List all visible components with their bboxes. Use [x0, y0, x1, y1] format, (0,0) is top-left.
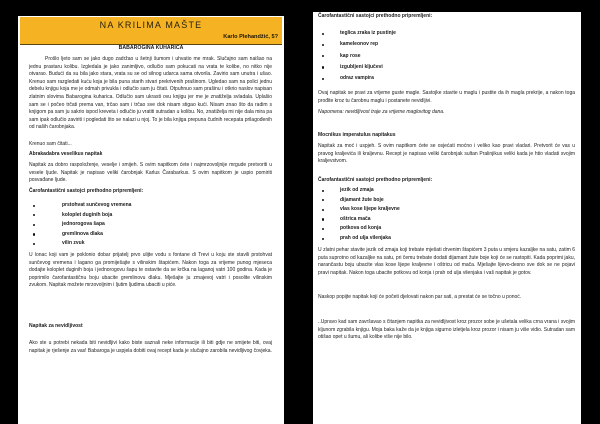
- recipe-1-ingredients-heading: Čarofantastični sastojci prethodno pripremljeni:: [29, 188, 144, 194]
- ingredient-label: izgubljeni ključevi: [340, 63, 383, 70]
- ingredient-label: odraz vampira: [340, 75, 374, 82]
- magazine-title: NA KRILIMA MAŠTE: [99, 20, 203, 30]
- ingredient-item: [318, 196, 575, 206]
- recipe-1-title: Abrakadabra veselikus napitak: [29, 151, 103, 157]
- bullet-icon: [322, 66, 324, 68]
- recipe-2-description: Ako ste u potrebi nekada biti nevidljivi kako biste saznali neke informacije ili biti gdje ne smijete biti, ovaj napitak je rješenje za vas! Babaroga je uspjela dobiti ovaj recept kada je slučajno zarobila nevidljivog čovjeka.: [29, 340, 272, 354]
- ingredient-label: jezik od zmaja: [340, 187, 374, 193]
- ingredient-label: prstohvat sunčevog vremena: [62, 202, 132, 208]
- bullet-icon: [322, 218, 324, 220]
- ingredient-label: dijamant žute boje: [340, 196, 384, 203]
- ingredient-label: kap rose: [340, 52, 361, 59]
- bullet-icon: [322, 209, 324, 211]
- ingredient-item: [29, 239, 272, 249]
- ingredient-item: [318, 62, 575, 73]
- recipe-3-ingredients-heading: Čarofantastični sastojci prethodno pripremljeni:: [318, 177, 433, 183]
- ingredient-item: [318, 215, 575, 225]
- ingredient-item: [318, 73, 575, 84]
- ingredient-item: [29, 211, 272, 221]
- bullet-icon: [33, 205, 35, 207]
- magazine-header-band: [20, 17, 282, 45]
- ingredient-label: prah od ulja vilenjaka: [340, 234, 391, 241]
- bullet-icon: [322, 33, 324, 35]
- ingredient-item: [318, 28, 575, 39]
- ingredient-item: [318, 39, 575, 50]
- bullet-icon: [33, 214, 35, 216]
- recipe-2-ingredients-heading: Čarofantastični sastojci prethodno pripremljeni:: [318, 13, 433, 19]
- ingredient-label: koloplet duginih boja: [62, 211, 113, 218]
- story-intro-ending: Krenuo sam čitati...: [29, 141, 72, 147]
- recipe-2-instructions: Ovaj napitak se pravi za vrijeme guste magle. Sastojke stavite u maglu i pustite da ih magla prekrije, a nakon toga prođite kroz tu čarobnu maglu i postanete nevidljivi.: [318, 90, 575, 104]
- ingredient-item: [318, 234, 575, 244]
- ingredient-label: vlas kose lijepe kraljevne: [340, 206, 400, 213]
- ingredient-item: [29, 220, 272, 230]
- recipe-1-description: Napitak za dobro raspoloženje, veselje i smijeh. S ovim napitkom ćete i najmrzovoljnije mrgude pretvoriti u vesele ljude. Napitak je napisao veliki čarobnjak Karlus Čarabarkus. S ovim napitkom je uspio pomiriti posvađane ljude.: [29, 162, 272, 184]
- bullet-icon: [322, 199, 324, 201]
- bullet-icon: [322, 78, 324, 80]
- right-page[interactable]: [313, 12, 581, 424]
- recipe-3-title: Mocnikus imperatulus napitakus: [318, 132, 396, 138]
- bullet-icon: [33, 243, 35, 245]
- ingredient-label: potkova od konja: [340, 225, 382, 232]
- recipe-2-ingredients-list: [318, 28, 575, 84]
- ingredient-label: kameleonov rep: [340, 41, 379, 48]
- ingredient-item: [318, 224, 575, 234]
- recipe-1-instructions: U lonac koji vam je poklonio dobar prijatelj prvo ulijte vodu s fontane di Trevi u koju ste stavili prstohvat sunčevog vremena i lagano ga promiješajte s vilinskim štapićem. Nakon toga za vrijeme punog mjeseca dodajte koloplet duginih boja i jednorogovu šapu te ostavite da se krčka na laganoj vatri 100 godina. Kada je poprimilo čarofantastičnu boju ubacite gremlinovu dlaku. Mješajte ju zmajevoj vatri i posolite vilinskim zvukom. Napitak možete mrzovoljnim i ljutim ljudima ubaciti u piće.: [29, 252, 272, 289]
- bullet-icon: [322, 190, 324, 192]
- bullet-icon: [33, 224, 35, 226]
- ingredient-item: [318, 205, 575, 215]
- recipe-3-ingredients-list: [318, 186, 575, 244]
- ingredient-item: [318, 186, 575, 196]
- recipe-3-instructions: U zlatni pehar stavite jezik od zmaja koji trebate mješati drvenim štapićem 3 puta u smjeru kazaljke na satu, zatim 6 puta suprotno od kazaljke na satu, pri čemu trebate dodati dijamant žute boje koji će se rastopiti. Kada poprimi jaku, narančastu boju ubacite vlas kose lijepe kraljevne i oštricu od mača. Mješajte lijevo-desno sve dok se ne pojavi pravi napitak. Nakon toga ubacite potkovu od konja i prah od ulja vilenjaka i vaš napitak je gotov.: [318, 247, 575, 276]
- ingredient-label: oštrica mača: [340, 215, 371, 222]
- left-page[interactable]: [18, 16, 284, 424]
- story-intro-paragraph: Prošlo ljeto sam se jako dugo zadržao u šetnji šumom i uhvatio me mrak. Slučajno sam naišao na jednu prastaru kolibu. Izgledala je jako zanimljivo, odlučio sam pokucati na vrata te kolibe, no nitko nije otvarao. Budući da su bila jako stara, vrata su se od silnog udarca sama otvorila. Zavirio sam unutra i ušao. Krenuo sam razgledati kuću koja je bila puna starih stvari prekrivenih prašinom. Ugledao sam na polici jednu debelu knjigu koja me je odmah privukla i odlučio sam ju čitati. Otpuhnuo sam prašinu i otkrio naslov napisan zlatnim slovima Babarogina kuharica. Odlučio sam ukrasti ovu knjigu jer me je znatiželja svladala. Uplašio sam se i počeo trčati prema van, trčao sam i trčao sve dok nisam stigao kući. Nisam znao što da radim s knjigom pa sam ju sakrio ispod kreveta i odlučio ju vratiti sutradan u kolibu. No, znatiželja mi nije dala mira pa sam ipak odlučio zaviriti i pogledati što se nalazi u njoj. To je bila knjiga prepuna čudnih recepata prilagođenih od naših čarobnjaka.: [29, 56, 272, 131]
- recipe-2-note: Napomena: nevidljivost traje za vrijeme maglovitog dana.: [318, 109, 445, 115]
- bullet-icon: [322, 238, 324, 240]
- recipe-2-title: Napitak za nevidljivost: [29, 323, 83, 329]
- ingredient-label: teglica zraka iz pustinje: [340, 30, 396, 36]
- story-closing-paragraph: ..Upravo kad sam završavao s čitanjem napitka za nevidljivost kroz prozor sobe je ušetala velika crna vrana i svojim kljunom zgrabila knjigu. Moja baka kaže da je knjiga sigurno izletjela kroz prozor i nisam ju više vidio. Sutradan sam otišao opet u šumu, ali kolibe više nije bilo.: [318, 319, 575, 341]
- ingredient-item: [29, 201, 272, 211]
- story-title: BABAROGINA KUHARICA: [118, 45, 184, 51]
- author-name: Karlo Plehandžić, 5?: [223, 34, 278, 40]
- ingredient-label: vilin zvuk: [62, 240, 85, 247]
- recipe-3-description: Napitak za moć i uspjeh. S ovim napitkom ćete se osjećati moćno i veliko kao pravi vladari. Pretvorit će vas u pravog kraljevića ili kraljevnu. Recept je napisao veliki čarobnjak sultan Pralinjikus veliki kada je htio vladati svojim kraljevstvom.: [318, 143, 575, 165]
- bullet-icon: [322, 228, 324, 230]
- bullet-icon: [322, 55, 324, 57]
- ingredient-item: [318, 51, 575, 62]
- ingredient-label: gremlinova dlaka: [62, 230, 103, 237]
- ingredient-label: jednorogova šapa: [62, 221, 105, 228]
- recipe-1-ingredients-list: [29, 201, 272, 249]
- bullet-icon: [322, 44, 324, 46]
- ingredient-item: [29, 230, 272, 240]
- bullet-icon: [33, 233, 35, 235]
- recipe-3-drinking-note: Naskop popijte napitak koji će početi djelovati nakon par sati, a prestat će se točno u ponoć.: [318, 294, 522, 300]
